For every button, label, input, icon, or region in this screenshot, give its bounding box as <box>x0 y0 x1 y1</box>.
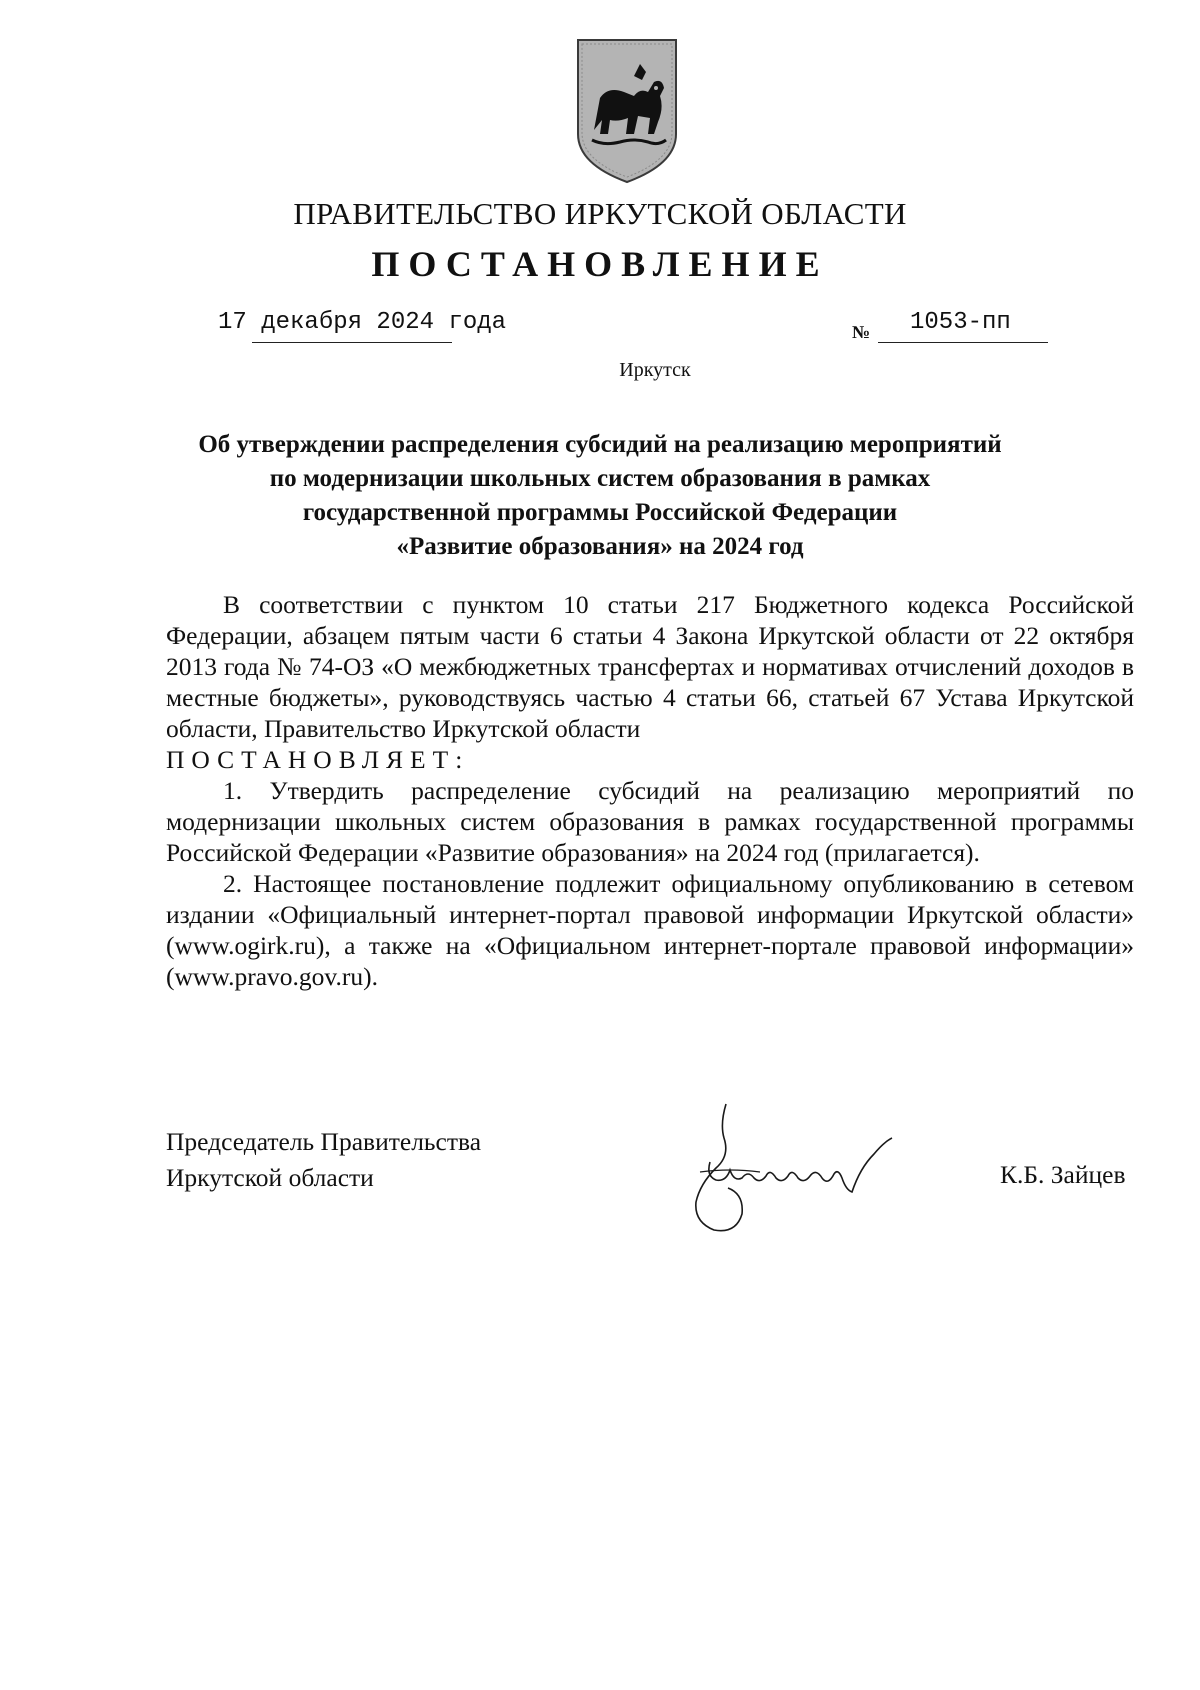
position-line: Председатель Правительства <box>166 1127 482 1156</box>
title-line: Об утверждении распределения субсидий на реализацию мероприятий <box>198 431 1002 458</box>
resolves-word: ПОСТАНОВЛЯЕТ: <box>166 745 470 774</box>
signatory-position <box>166 1124 481 1196</box>
clause-1: 1. Утвердить распределение субсидий на реализацию мероприятий по модернизации школьных систем образования в рамках государственной программы Российской Федерации «Развитие образования» на 2024 год (прилагается). <box>166 776 1134 867</box>
position-line: Иркутской области <box>166 1163 374 1192</box>
date-underline <box>252 342 452 343</box>
number-sign: № <box>852 322 871 342</box>
organization-name: ПРАВИТЕЛЬСТВО ИРКУТСКОЙ ОБЛАСТИ <box>293 196 907 231</box>
document-body <box>166 589 1134 992</box>
title-line: «Развитие образования» на 2024 год <box>396 533 804 560</box>
signatory-name: К.Б. Зайцев <box>1000 1160 1126 1189</box>
city: Иркутск <box>619 359 691 381</box>
intro-text: В соответствии с пунктом 10 статьи 217 Бюджетного кодекса Российской Федерации, абзацем пятым части 6 статьи 4 Закона Иркутской области от 22 октября 2013 года № 74-ОЗ «О межбюджетных трансфертах и нормативах отчислений доходов в местные бюджеты», руководствуясь частью 4 статьи 66, статьей 67 Устава Иркутской области, Правительство Иркутской области <box>166 590 1134 743</box>
document-title <box>150 428 1050 564</box>
clause-2: 2. Настоящее постановление подлежит официальному опубликованию в сетевом издании «Официальный интернет-портал правовой информации Иркутской области» (www.ogirk.ru), а также на «Официальном интернет-портале правовой информации» (www.pravo.gov.ru). <box>166 869 1134 991</box>
coat-of-arms-icon <box>574 36 680 186</box>
document-date: 17 декабря 2024 года <box>218 309 507 336</box>
handwritten-signature <box>670 1098 950 1238</box>
title-line: по модернизации школьных систем образования в рамках <box>269 465 931 492</box>
document-type: ПОСТАНОВЛЕНИЕ <box>371 244 829 284</box>
intro-paragraph <box>166 589 1134 775</box>
document-number: 1053-пп <box>910 309 1011 336</box>
number-underline <box>878 342 1048 343</box>
title-line: государственной программы Российской Федерации <box>302 499 898 526</box>
